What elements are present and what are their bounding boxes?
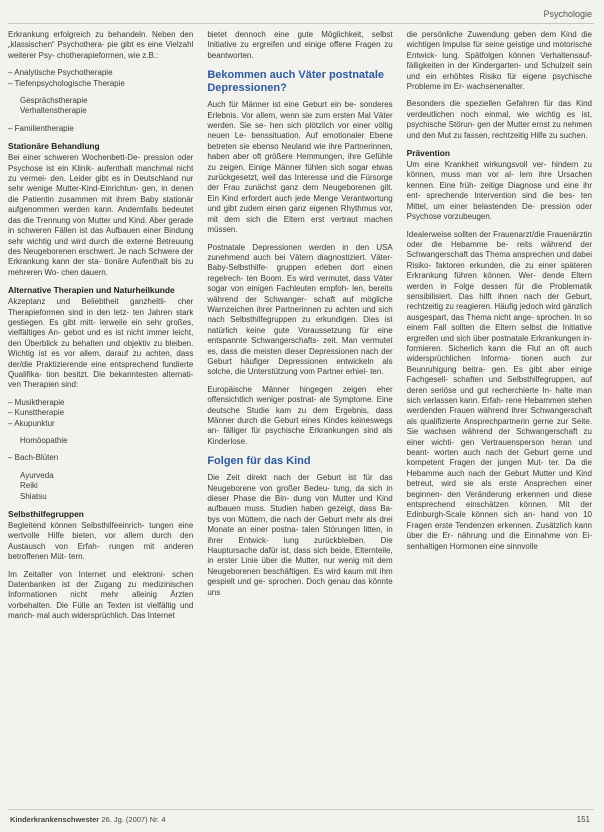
paragraph: Akzeptanz und Beliebtheit ganzheitli- cher Therapieformen sind in den letz- ten Jahren stark gestiegen. Es gibt mitt- lerweile ein sehr großes, vielfältiges An- gebot und es ist nicht immer leicht, den Überblick zu behalten und objektiv zu bleiben. Wichtig ist es vor allem, darauf zu achten, dass der/die Praktizierende eine entsprechend fundierte Qualifika- tion besitzt. Die bekanntesten alternati- ven Therapien sind: bbox=[8, 297, 194, 390]
paragraph: Besonders die speziellen Gefahren für das Kind verdeutlichen noch einmal, wie wichtig es ist, psychische Störun- gen der Mutter ernst zu nehmen und den Mut zu fassen, rechtzeitig Hilfe zu suchen. bbox=[406, 99, 592, 140]
alt-therapy-list bbox=[8, 398, 193, 429]
paragraph: bietet dennoch eine gute Möglichkeit, selbst Initiative zu ergreifen und einige offene Fragen zu beantworten. bbox=[207, 30, 393, 60]
alt-therapy-list-2 bbox=[8, 453, 193, 463]
paragraph: Die Zeit direkt nach der Geburt ist für das Neugeborene von großer Bedeu- tung, da sich in dieser Phase die Bin- dung von Mutter und Kind aufbauen muss. Studien haben gezeigt, dass Ba- bys von Müttern, die nach der Geburt mehr als drei Monate an einer postna- talen Störungen litten, in ihrer Entwick- lung zurückbleiben. Die Hauptursache dafür ist, dass sich beide, Elternteile, in erster Linie über die Mutter, nur wenig mit dem Neugeborenen beschäftigen. Es wird kaum mit ihm gespielt und ge- sprochen. Doch genau das könnte uns bbox=[207, 473, 393, 597]
subheading: Selbsthilfegruppen bbox=[8, 509, 84, 520]
article-body bbox=[8, 30, 592, 802]
subheading: Prävention bbox=[406, 148, 450, 159]
list-item: – Musiktherapie bbox=[8, 398, 193, 408]
alt-therapy-sublist bbox=[20, 436, 193, 446]
paragraph: Auch für Männer ist eine Geburt ein be- sonderes Erlebnis. Vor allem, wenn sie zum ersten Mal Väter werden. Sie se- hen sich plötzlich vor einer völlig neuen Le- benssituation. Auf emotionaler Ebene betreten sie ebenso Neuland wie ihre Partnerinnen, haben aber oft größere Hemmungen, ihre Gefühle zu zeigen. Einige Männer fühlen sich sogar etwas zurückgesetzt, weil das Interesse und die Fürsorge der Frau zunächst ganz dem Neugeborenen gilt. Ein Kind erfordert auch jede Menge Verantwortung und gibt zudem einen ganz eigenen Rhythmus vor, mit dem sich die Eltern erst vertraut machen müssen. bbox=[207, 100, 393, 235]
paragraph: Im Zeitalter von Internet und elektroni- schen Datenbanken ist der Zugang zu medizinischen Informationen nicht mehr alleinig Ärzten vorbehalten. Die Fülle an Texten ist vielfältig und manch- mal auch widersprüchlich. Das Internet bbox=[8, 569, 194, 621]
list-item: Gesprächstherapie bbox=[20, 96, 88, 106]
column-3 bbox=[407, 30, 592, 802]
list-item: Shiatsu bbox=[20, 491, 47, 501]
list-item: – Akupunktur bbox=[8, 419, 193, 429]
column-1 bbox=[8, 30, 193, 802]
list-item: Verhaltenstherapie bbox=[20, 106, 87, 116]
footer-divider bbox=[8, 809, 594, 810]
section-heading: Bekommen auch Väter postnatale Depressionen? bbox=[207, 69, 384, 95]
list-item: – Familientherapie bbox=[8, 124, 193, 134]
list-item: Ayurveda bbox=[20, 470, 54, 480]
alt-therapy-sublist-2 bbox=[20, 471, 193, 502]
paragraph: Erkrankung erfolgreich zu behandeln. Neben den „klassischen“ Psychothera- pie gibt es eine Vielzahl weiterer Psy- chotherapieformen, wie z.B.: bbox=[8, 30, 194, 60]
list-item: Homöopathie bbox=[20, 436, 68, 445]
list-item: – Kunsttherapie bbox=[8, 408, 193, 418]
therapy-sublist bbox=[20, 96, 193, 117]
paragraph: Um eine Krankheit wirkungsvoll ver- hindern zu können, muss man vor al- lem ihre Ursachen kennen. Eine früh- zeitige Diagnose und eine ihr ent- sprechende Intervention sind die bes- ten Mittel, um einer belastenden De- pression oder Psychose vorzubeugen. bbox=[406, 160, 592, 222]
header-divider bbox=[8, 23, 594, 24]
column-2 bbox=[207, 30, 392, 802]
journal-issue: 26. Jg. (2007) Nr. 4 bbox=[101, 815, 166, 824]
subheading: Alternative Therapien und Naturheilkunde bbox=[8, 285, 175, 296]
therapy-list-2 bbox=[8, 124, 193, 134]
paragraph: Bei einer schweren Wochenbett-De- pression oder Psychose ist ein Klinik- aufenthalt manchmal nicht zu vermei- den. Leider gibt es in Deutschland nur sehr wenige Mutter-Kind-Einrichtun- gen, in denen die Patientin zusammen mit ihrem Baby stationär aufgenommen werden kann. Andernfalls bedeutet das die Trennung von Mutter und Kind. Aber gerade in schweren Fällen ist das Aufbauen einer Bindung sehr wichtig und wird durch die externe Betreuung des Neugeborenen erschwert. Je nach Schwere der Erkrankung kann der sta- tionäre Aufenthalt bis zu mehreren Wo- chen dauern. bbox=[8, 153, 194, 277]
paragraph: Idealerweise sollten der Frauenarzt/die Frauenärztin oder die Hebamme be- reits während der Schwangerschaft das Thema ansprechen und dabei Risiko- faktoren erkunden, die zu einer späteren Erkrankung führen können. Wer- dende Eltern werden in Folge dessen für die Problematik sensibilisiert. Das hilft ihnen nach der Geburt, rechtzeitig zu reagieren. Häufig jedoch wird gänzlich ausgespart, das Thema nicht ange- sprochen. In so einem Fall sollten die Eltern selbst die Initiative ergreifen und sich über postnatale Erkrankungen in- formieren. Sicherlich kann die Flut an oft auch widersprüchlichen Informa- tionen auch zur Beunruhigung beitra- gen. Es gibt aber einige Fachgesell- schaften und Selbsthilfegruppen, auf deren seriöse und gut recherchierte In- halte man sich verlassen kann. Erfah- rene Hebammen stehen werdenden Frauen während ihrer Schwangerschaft als qualifizierte Ansprechpartnerin gerne zur Seite. Sie wachsen während der Schwangerschaft zu einer wichti- gen Vertrauensperson heran und beant- worten auch nach der Geburt gerne und kompetent Fragen der jungen Mut- ter. Da die Hebamme auch nach der Geburt Mutter und Kind betreut, wird sie als erste Ansprechen einer beginnen- den Veränderung erkennen und diese entsprechend einschätzen können. Mit der Edinburgh-Scale können sich an- hand von 10 Fragen erste Tendenzen erkennen. Zusätzlich kann über die Er- nährung und die Einnahme von Ei- senhaltigen Hormonen eine sinnvolle bbox=[406, 229, 592, 551]
list-item: Reiki bbox=[20, 481, 38, 491]
section-heading: Folgen für das Kind bbox=[207, 455, 311, 468]
list-item: – Analytische Psychotherapie bbox=[8, 68, 193, 78]
section-title: Psychologie bbox=[543, 9, 592, 19]
journal-name: Kinderkrankenschwester bbox=[10, 815, 100, 824]
paragraph: Begleitend können Selbsthilfeeinrich- tungen eine wertvolle Hilfe bieten, vor allem durch den Austausch von Erfah- rungen mit anderen betroffenen Müt- tern. bbox=[8, 521, 194, 562]
list-item: – Bach-Blüten bbox=[8, 453, 193, 463]
list-item: – Tiefenpsychologische Therapie bbox=[8, 79, 193, 89]
subheading: Stationäre Behandlung bbox=[8, 141, 100, 152]
journal-citation bbox=[10, 815, 166, 824]
therapy-list bbox=[8, 68, 193, 89]
paragraph: die persönliche Zuwendung geben dem Kind die wichtigen Impulse für seine geistige und motorische Entwick- lung. Spätfolgen können Verhaltensauf- fälligkeiten in der Kindergarten- und Schulzeit sein und ein erhöhtes Risiko für eigene psychische Probleme im Er- wachsenenalter. bbox=[406, 30, 592, 92]
paragraph: Europäische Männer hingegen zeigen eher offensichtlich weniger postnat- ale Symptome. Eine deutsche Studie kam zu dem Ergebnis, dass Männer durch die Geburt eines Kindes keineswegs an- fälliger für psychische Erkrankungen sind als Kinderlose. bbox=[207, 384, 393, 446]
page-number: 151 bbox=[576, 815, 590, 824]
paragraph: Postnatale Depressionen werden in den USA zunehmend auch bei Vätern diagnostiziert. Väter-Baby-Selbsthilfe- gruppen erleben dort einen regelrech- ten Boom. Es wird vermutet, dass Väter sogar von einigen Fachleuten empfoh- len, bereits während der Schwanger- schaft auf mögliche Warnzeichen ihrer Partnerinnen zu achten und sich nach Selbsthilfegruppen zu erkundigen. Dies ist natürlich keine gute Voraussetzung für eine entspannte Schwangerschafts- zeit. Man vermutet es, dass die meisten dieser Depressionen nach der Geburt häufiger Depressionen entwickeln als solche, die Unterstützung vom Partner erhiel- ten. bbox=[207, 242, 393, 377]
